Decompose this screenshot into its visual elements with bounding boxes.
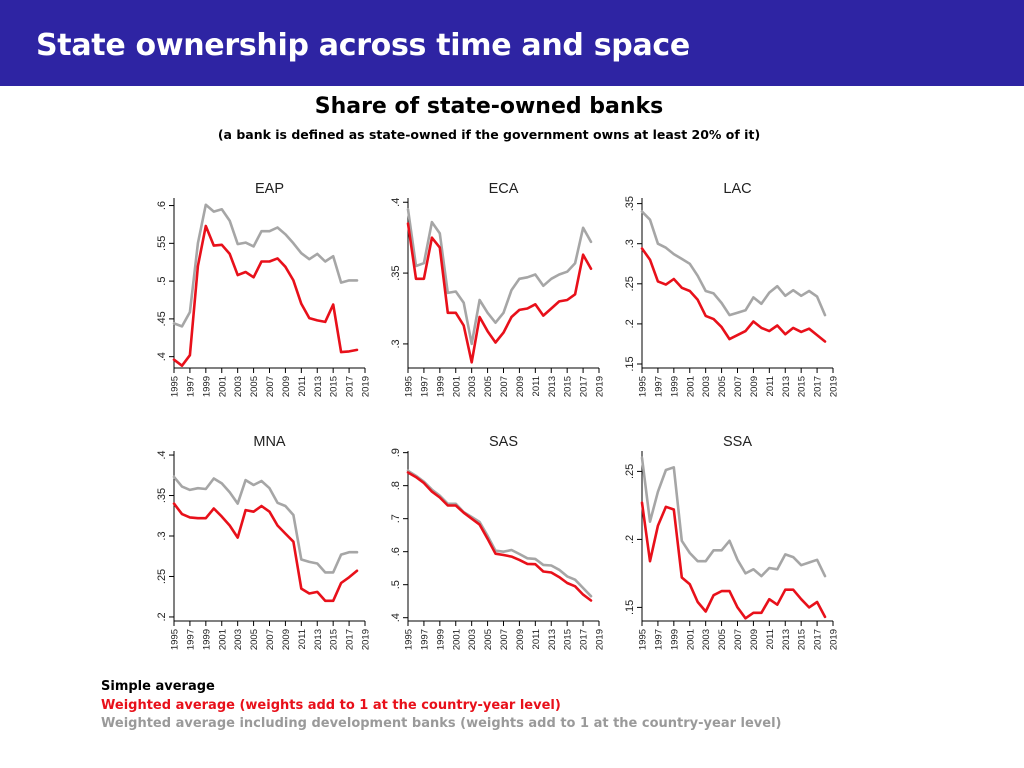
x-tick-label: 2009: [514, 376, 526, 398]
series-line-weighted-dev: [174, 477, 357, 573]
x-tick-label: 1999: [669, 629, 681, 651]
x-tick-label: 1995: [637, 376, 649, 398]
x-tick-label: 2001: [451, 629, 463, 651]
chart-panel-mna: [156, 434, 372, 650]
x-tick-label: 2011: [764, 629, 776, 650]
x-tick-label: 1997: [419, 629, 431, 651]
series-line-weighted: [642, 249, 825, 342]
x-tick-label: 2013: [546, 376, 558, 398]
x-tick-label: 1999: [669, 376, 681, 398]
x-tick-label: 2001: [685, 629, 697, 651]
series-line-weighted: [174, 226, 357, 366]
y-tick-label: .4: [390, 197, 402, 207]
series-line-weighted: [408, 224, 591, 363]
x-tick-label: 2015: [562, 629, 574, 651]
series-line-weighted-dev: [408, 471, 591, 596]
series-line-weighted-dev: [642, 458, 825, 576]
x-tick-label: 2007: [499, 629, 510, 651]
x-tick-label: 2007: [265, 376, 276, 398]
x-tick-label: 2003: [467, 376, 479, 398]
x-tick-label: 2003: [701, 629, 713, 651]
y-tick-label: .55: [156, 235, 168, 251]
x-tick-label: 2019: [594, 376, 606, 398]
x-tick-label: 1997: [185, 629, 197, 651]
y-tick-label: .6: [390, 547, 402, 557]
x-tick-label: 2017: [344, 376, 356, 398]
x-tick-label: 2019: [828, 376, 840, 398]
x-tick-label: 2015: [562, 376, 574, 398]
x-tick-label: 2003: [233, 376, 245, 398]
x-tick-label: 2015: [796, 376, 808, 398]
y-tick-label: .4: [390, 613, 402, 623]
panel-title: MNA: [253, 434, 286, 450]
x-tick-label: 2009: [280, 376, 292, 398]
y-tick-label: .25: [624, 463, 636, 480]
x-tick-label: 2001: [685, 376, 697, 398]
y-tick-label: .35: [624, 195, 636, 212]
series-line-weighted: [174, 504, 357, 601]
panel-title: LAC: [723, 181, 752, 197]
figure-title: Share of state-owned banks: [314, 94, 664, 119]
x-tick-label: 1995: [637, 629, 649, 651]
x-tick-label: 2001: [217, 629, 229, 651]
x-tick-label: 2017: [344, 629, 356, 651]
y-tick-label: .45: [156, 311, 168, 327]
x-tick-label: 1995: [169, 376, 181, 398]
x-tick-label: 2017: [578, 376, 590, 398]
x-tick-label: 2005: [717, 376, 729, 398]
panel-title: ECA: [488, 181, 519, 197]
y-tick-label: .7: [390, 514, 402, 524]
x-tick-label: 1999: [435, 629, 447, 651]
y-tick-label: .3: [624, 239, 636, 249]
y-tick-label: .2: [624, 534, 636, 544]
panel-title: SAS: [488, 434, 519, 450]
x-tick-label: 2009: [748, 629, 760, 651]
legend-weighted-average: Weighted average (weights add to 1 at the country-year level): [101, 697, 561, 713]
x-tick-label: 2007: [733, 629, 744, 651]
y-tick-label: .9: [390, 448, 402, 458]
x-tick-label: 2005: [483, 629, 495, 651]
x-tick-label: 1999: [435, 376, 447, 398]
x-tick-label: 2013: [546, 629, 558, 651]
x-tick-label: 2003: [701, 376, 713, 398]
x-tick-label: 2013: [312, 376, 324, 398]
x-tick-label: 2017: [812, 629, 824, 651]
x-tick-label: 2013: [312, 629, 324, 651]
x-tick-label: 2003: [467, 629, 479, 651]
x-tick-label: 2001: [451, 376, 463, 398]
y-tick-label: .5: [156, 276, 168, 286]
x-tick-label: 2005: [717, 629, 729, 651]
x-tick-label: 2017: [578, 629, 590, 651]
x-tick-label: 2011: [530, 376, 542, 397]
y-tick-label: .35: [156, 487, 168, 504]
x-tick-label: 2015: [328, 629, 340, 651]
x-tick-label: 1995: [169, 629, 181, 651]
panel-title: SSA: [722, 434, 753, 450]
x-tick-label: 2005: [249, 629, 261, 651]
chart-panel-lac: [624, 181, 840, 397]
x-tick-label: 1997: [653, 376, 665, 398]
x-tick-label: 2007: [499, 376, 510, 398]
panel-title: EAP: [254, 181, 285, 197]
legend: [101, 678, 782, 734]
x-tick-label: 2013: [780, 376, 792, 398]
legend-simple-average: Simple average: [101, 679, 215, 694]
y-tick-label: .35: [390, 265, 402, 281]
chart-panel-ssa: [624, 434, 840, 650]
series-line-weighted-dev: [174, 205, 357, 327]
y-tick-label: .25: [624, 276, 636, 292]
x-tick-label: 2019: [360, 376, 372, 398]
x-tick-label: 2007: [733, 376, 744, 398]
x-tick-label: 2009: [514, 629, 526, 651]
y-tick-label: .3: [156, 531, 168, 541]
x-tick-label: 2007: [265, 629, 276, 651]
x-tick-label: 1997: [653, 629, 665, 651]
x-tick-label: 2009: [280, 629, 292, 651]
chart-panel-eap: [156, 181, 372, 397]
x-tick-label: 1999: [201, 629, 213, 651]
y-tick-label: .25: [156, 568, 168, 585]
y-tick-label: .15: [624, 599, 636, 616]
x-tick-label: 1995: [403, 376, 415, 398]
x-tick-label: 2011: [296, 376, 308, 397]
y-tick-label: .8: [390, 481, 402, 491]
y-tick-label: .4: [156, 352, 168, 362]
chart-panel-eca: [390, 181, 606, 397]
x-tick-label: 2017: [812, 376, 824, 398]
x-tick-label: 2011: [764, 376, 776, 397]
x-tick-label: 1997: [419, 376, 431, 398]
chart-panel-sas: [390, 434, 606, 650]
y-tick-label: .3: [390, 339, 402, 349]
x-tick-label: 2019: [360, 629, 372, 651]
x-tick-label: 2019: [594, 629, 606, 651]
x-tick-label: 2005: [483, 376, 495, 398]
y-tick-label: .15: [624, 356, 636, 372]
series-line-weighted-dev: [642, 212, 825, 316]
x-tick-label: 1995: [403, 629, 415, 651]
y-tick-label: .4: [156, 450, 168, 460]
y-tick-label: .2: [156, 612, 168, 622]
x-tick-label: 2003: [233, 629, 245, 651]
x-tick-label: 2011: [296, 629, 308, 650]
x-tick-label: 2013: [780, 629, 792, 651]
figure-subtitle: (a bank is defined as state-owned if the government owns at least 20% of it): [217, 127, 761, 142]
slide-title: State ownership across time and space: [36, 28, 690, 63]
y-tick-label: .2: [624, 319, 636, 329]
x-tick-label: 2009: [748, 376, 760, 398]
x-tick-label: 2015: [796, 629, 808, 651]
x-tick-label: 2001: [217, 376, 229, 398]
series-line-weighted-dev: [408, 209, 591, 344]
y-tick-label: .6: [156, 200, 168, 211]
x-tick-label: 1999: [201, 376, 213, 398]
x-tick-label: 2019: [828, 629, 840, 651]
x-tick-label: 1997: [185, 376, 197, 398]
legend-weighted-average-dev: Weighted average including development banks (weights add to 1 at the country-year level): [101, 716, 782, 731]
x-tick-label: 2015: [328, 376, 340, 398]
x-tick-label: 2005: [249, 376, 261, 398]
x-tick-label: 2011: [530, 629, 542, 650]
y-tick-label: .5: [390, 580, 402, 590]
